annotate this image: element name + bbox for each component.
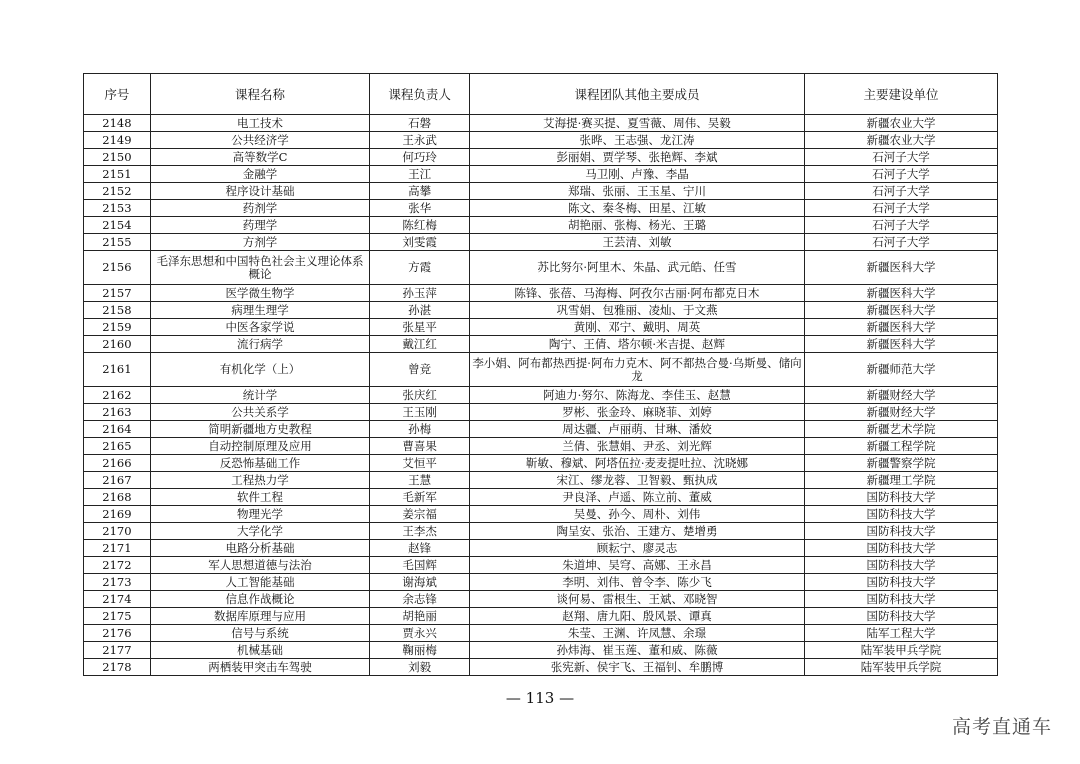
cell-number: 2163 [84,404,151,421]
table-row [84,302,998,319]
cell-course-leader: 王李杰 [370,523,470,540]
cell-institution: 新疆艺术学院 [805,421,998,438]
cell-number: 2171 [84,540,151,557]
cell-number: 2151 [84,166,151,183]
cell-institution: 国防科技大学 [805,591,998,608]
cell-course-name: 医学微生物学 [150,285,369,302]
table-row [84,659,998,676]
cell-course-name: 反恐怖基础工作 [150,455,369,472]
cell-team-members: 孙炜海、崔玉莲、董和威、陈薇 [469,642,804,659]
cell-course-name: 数据库原理与应用 [150,608,369,625]
cell-course-leader: 刘毅 [370,659,470,676]
table-row [84,183,998,200]
cell-institution: 国防科技大学 [805,489,998,506]
cell-number: 2152 [84,183,151,200]
cell-team-members: 阿迪力·努尔、陈海龙、李佳玉、赵慧 [469,387,804,404]
table-row [84,506,998,523]
cell-institution: 新疆医科大学 [805,319,998,336]
cell-team-members: 苏比努尔·阿里木、朱晶、武元皓、任雪 [469,251,804,285]
cell-number: 2155 [84,234,151,251]
cell-institution: 陆军装甲兵学院 [805,642,998,659]
cell-number: 2165 [84,438,151,455]
cell-team-members: 黄刚、邓宁、戴明、周英 [469,319,804,336]
cell-number: 2162 [84,387,151,404]
cell-number: 2170 [84,523,151,540]
cell-course-name: 两栖装甲突击车驾驶 [150,659,369,676]
table-row [84,132,998,149]
cell-team-members: 朱道坤、吴穹、高娜、王永昌 [469,557,804,574]
cell-number: 2174 [84,591,151,608]
table-row [84,472,998,489]
cell-course-leader: 赵锋 [370,540,470,557]
cell-course-name: 大学化学 [150,523,369,540]
cell-course-leader: 鞠丽梅 [370,642,470,659]
table-row [84,336,998,353]
cell-team-members: 马卫刚、卢豫、李晶 [469,166,804,183]
cell-course-name: 公共关系学 [150,404,369,421]
cell-number: 2168 [84,489,151,506]
cell-course-name: 电工技术 [150,115,369,132]
cell-course-name: 机械基础 [150,642,369,659]
cell-institution: 新疆财经大学 [805,387,998,404]
cell-institution: 新疆理工学院 [805,472,998,489]
cell-course-name: 药剂学 [150,200,369,217]
cell-institution: 陆军装甲兵学院 [805,659,998,676]
cell-number: 2176 [84,625,151,642]
cell-team-members: 赵翔、唐九阳、殷风景、谭真 [469,608,804,625]
cell-number: 2175 [84,608,151,625]
cell-number: 2177 [84,642,151,659]
cell-institution: 新疆医科大学 [805,285,998,302]
cell-number: 2167 [84,472,151,489]
cell-course-name: 物理光学 [150,506,369,523]
cell-course-name: 流行病学 [150,336,369,353]
table-row [84,149,998,166]
cell-team-members: 陈锋、张蓓、马海梅、阿孜尔古丽·阿布都克日木 [469,285,804,302]
cell-course-leader: 毛新军 [370,489,470,506]
cell-course-leader: 孙梅 [370,421,470,438]
cell-course-leader: 艾恒平 [370,455,470,472]
cell-number: 2178 [84,659,151,676]
table-row [84,591,998,608]
cell-team-members: 陶呈安、张治、王建方、楚增勇 [469,523,804,540]
cell-institution: 石河子大学 [805,166,998,183]
cell-course-name: 程序设计基础 [150,183,369,200]
course-table [83,73,998,676]
column-header-team-members: 课程团队其他主要成员 [469,74,804,115]
cell-course-leader: 王永武 [370,132,470,149]
cell-course-name: 方剂学 [150,234,369,251]
table-row [84,625,998,642]
cell-course-leader: 曾竞 [370,353,470,387]
column-header-number: 序号 [84,74,151,115]
cell-course-name: 有机化学（上） [150,353,369,387]
cell-number: 2172 [84,557,151,574]
cell-team-members: 谈何易、雷根生、王斌、邓晓智 [469,591,804,608]
cell-course-leader: 陈红梅 [370,217,470,234]
cell-team-members: 尹良泽、卢遥、陈立前、董威 [469,489,804,506]
cell-institution: 国防科技大学 [805,608,998,625]
cell-course-name: 简明新疆地方史教程 [150,421,369,438]
table-row [84,217,998,234]
table-row [84,455,998,472]
watermark-text: 高考直通车 [951,716,1052,738]
cell-course-leader: 王玉刚 [370,404,470,421]
table-row [84,557,998,574]
cell-course-name: 信号与系统 [150,625,369,642]
table-row [84,608,998,625]
cell-team-members: 艾海提·赛买提、夏雪薇、周伟、吴毅 [469,115,804,132]
table-body [84,115,998,676]
cell-institution: 石河子大学 [805,183,998,200]
cell-course-name: 高等数学C [150,149,369,166]
cell-team-members: 张晔、王志强、龙江涛 [469,132,804,149]
cell-course-name: 军人思想道德与法治 [150,557,369,574]
cell-course-leader: 高攀 [370,183,470,200]
cell-institution: 国防科技大学 [805,506,998,523]
cell-course-leader: 孙湛 [370,302,470,319]
cell-number: 2169 [84,506,151,523]
table-row [84,166,998,183]
table-row [84,540,998,557]
cell-number: 2158 [84,302,151,319]
cell-institution: 国防科技大学 [805,540,998,557]
cell-institution: 新疆财经大学 [805,404,998,421]
table-row [84,319,998,336]
cell-team-members: 张宪新、侯宇飞、王福钊、牟鹏博 [469,659,804,676]
cell-course-name: 统计学 [150,387,369,404]
cell-course-name: 公共经济学 [150,132,369,149]
cell-course-leader: 张华 [370,200,470,217]
cell-number: 2166 [84,455,151,472]
table-row [84,574,998,591]
cell-team-members: 陶宁、王倩、塔尔顿·米吉提、赵辉 [469,336,804,353]
cell-course-leader: 姜宗福 [370,506,470,523]
cell-course-name: 自动控制原理及应用 [150,438,369,455]
cell-course-leader: 方霞 [370,251,470,285]
cell-course-leader: 孙玉萍 [370,285,470,302]
cell-number: 2156 [84,251,151,285]
cell-course-name: 信息作战概论 [150,591,369,608]
cell-course-name: 电路分析基础 [150,540,369,557]
cell-number: 2150 [84,149,151,166]
table-row [84,387,998,404]
cell-institution: 新疆农业大学 [805,115,998,132]
cell-course-leader: 曹喜果 [370,438,470,455]
cell-institution: 石河子大学 [805,217,998,234]
cell-team-members: 罗彬、张金玲、麻晓菲、刘婷 [469,404,804,421]
cell-course-leader: 谢海斌 [370,574,470,591]
cell-course-leader: 何巧玲 [370,149,470,166]
cell-number: 2173 [84,574,151,591]
cell-course-name: 药理学 [150,217,369,234]
cell-institution: 新疆工程学院 [805,438,998,455]
table-row [84,404,998,421]
cell-number: 2157 [84,285,151,302]
cell-institution: 石河子大学 [805,149,998,166]
cell-team-members: 陈文、秦冬梅、田星、江敏 [469,200,804,217]
cell-course-name: 人工智能基础 [150,574,369,591]
column-header-institution: 主要建设单位 [805,74,998,115]
cell-course-name: 工程热力学 [150,472,369,489]
cell-number: 2148 [84,115,151,132]
cell-course-leader: 余志锋 [370,591,470,608]
cell-institution: 石河子大学 [805,234,998,251]
cell-institution: 新疆医科大学 [805,336,998,353]
cell-team-members: 兰倩、张慧娟、尹丞、刘光辉 [469,438,804,455]
column-header-course-name: 课程名称 [150,74,369,115]
cell-institution: 新疆医科大学 [805,251,998,285]
cell-institution: 新疆师范大学 [805,353,998,387]
table-row [84,523,998,540]
table-row [84,115,998,132]
cell-course-name: 中医各家学说 [150,319,369,336]
cell-course-leader: 毛国辉 [370,557,470,574]
table-row [84,642,998,659]
table-row [84,489,998,506]
cell-institution: 国防科技大学 [805,557,998,574]
cell-team-members: 周达疆、卢丽萌、甘琳、潘姣 [469,421,804,438]
cell-institution: 新疆医科大学 [805,302,998,319]
cell-institution: 国防科技大学 [805,523,998,540]
table-row [84,234,998,251]
column-header-course-leader: 课程负责人 [370,74,470,115]
cell-course-leader: 石磐 [370,115,470,132]
cell-number: 2159 [84,319,151,336]
page-number: — 113 — [505,689,575,707]
cell-team-members: 胡艳丽、张梅、杨光、王璐 [469,217,804,234]
cell-course-leader: 贾永兴 [370,625,470,642]
cell-course-leader: 张庆红 [370,387,470,404]
cell-institution: 新疆警察学院 [805,455,998,472]
cell-team-members: 朱莹、王渊、许凤慧、余璟 [469,625,804,642]
table-row [84,421,998,438]
cell-number: 2154 [84,217,151,234]
cell-team-members: 吴曼、孙今、周朴、刘伟 [469,506,804,523]
cell-course-name: 毛泽东思想和中国特色社会主义理论体系概论 [150,251,369,285]
cell-number: 2153 [84,200,151,217]
cell-course-name: 软件工程 [150,489,369,506]
cell-number: 2164 [84,421,151,438]
cell-institution: 新疆农业大学 [805,132,998,149]
cell-number: 2161 [84,353,151,387]
cell-course-leader: 王江 [370,166,470,183]
cell-institution: 陆军工程大学 [805,625,998,642]
cell-team-members: 李明、刘伟、曾令李、陈少飞 [469,574,804,591]
cell-course-name: 金融学 [150,166,369,183]
cell-course-leader: 刘雯霞 [370,234,470,251]
table-row [84,353,998,387]
cell-course-leader: 王慧 [370,472,470,489]
cell-team-members: 顾耘宁、廖灵志 [469,540,804,557]
cell-team-members: 宋江、缪龙蓉、卫智毅、甄执成 [469,472,804,489]
cell-team-members: 李小娟、阿布都热西提·阿布力克木、阿不都热合曼·乌斯曼、储向龙 [469,353,804,387]
cell-course-leader: 胡艳丽 [370,608,470,625]
table-row [84,285,998,302]
cell-team-members: 靳敏、穆斌、阿塔伍拉·麦麦提吐拉、沈晓娜 [469,455,804,472]
table-header-row [84,74,998,115]
cell-course-leader: 戴江红 [370,336,470,353]
table-row [84,438,998,455]
table-row [84,251,998,285]
cell-team-members: 彭丽娟、贾学琴、张艳辉、李斌 [469,149,804,166]
cell-team-members: 王芸清、刘敏 [469,234,804,251]
cell-team-members: 巩雪娟、包雅丽、凌灿、于文燕 [469,302,804,319]
cell-course-name: 病理生理学 [150,302,369,319]
cell-number: 2160 [84,336,151,353]
cell-course-leader: 张星平 [370,319,470,336]
table-row [84,200,998,217]
cell-institution: 国防科技大学 [805,574,998,591]
cell-institution: 石河子大学 [805,200,998,217]
cell-team-members: 郑瑞、张丽、王玉星、宁川 [469,183,804,200]
cell-number: 2149 [84,132,151,149]
